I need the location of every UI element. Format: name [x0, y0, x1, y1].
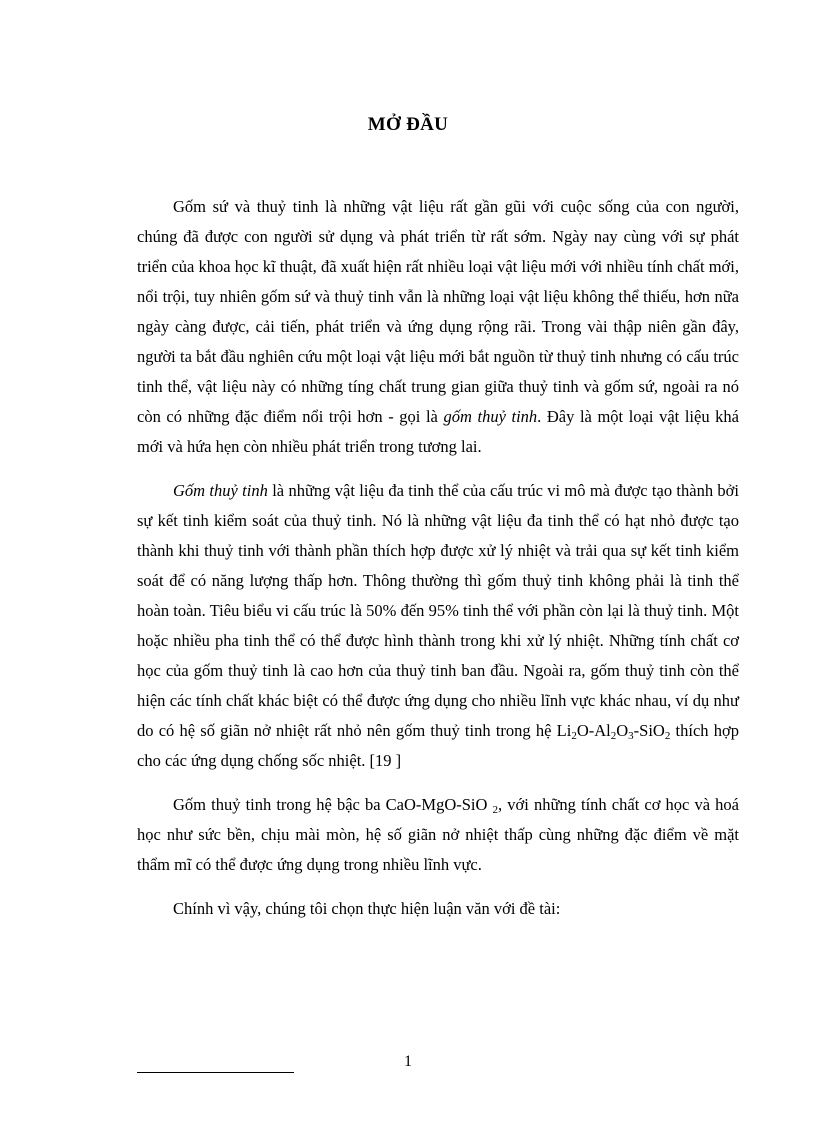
formula-subscript: 2 [492, 804, 499, 816]
paragraph-text: là những vật liệu đa tinh thể của cấu trúc vi mô mà được tạo thành bởi sự kết tinh kiểm soát của thuỷ tinh. Nó là những vật liệu đa tinh thể có hạt nhỏ được tạo thành khi thuỷ tinh với thành phần thích hợp được xử lý nhiệt và trải qua sự kết tinh kiểm soát để có năng lượng thấp hơn. Thông thường thì gốm thuỷ tinh không phải là tinh thể hoàn toàn. Tiêu biểu vi cấu trúc là 50% đến 95% tinh thể với phần còn lại là thuỷ tinh. Một hoặc nhiều pha tinh thể có thể được hình thành trong khi xử lý nhiệt. Những tính chất cơ học của gốm thuỷ tinh là cao hơn của thuỷ tinh ban đầu. Ngoài ra, gốm thuỷ tinh còn thể hiện các tính chất khác biệt có thể được ứng dụng cho nhiều lĩnh vực khác nhau, ví dụ như do có hệ số giãn nở nhiệt rất nhỏ nên gốm thuỷ tinh trong hệ [137, 481, 739, 740]
paragraph-definition [137, 476, 739, 776]
paragraph-conclusion [137, 894, 739, 924]
paragraph-text: thích hợp cho các ứng dụng chống sốc nhiệt. [19 ] [137, 721, 739, 770]
footnote-separator [137, 1072, 294, 1073]
italic-term: gốm thuỷ tinh [443, 407, 538, 426]
paragraph-text: Gốm sứ và thuỷ tinh là những vật liệu rất gần gũi với cuộc sống của con người, chúng đã được con người sử dụng và phát triển từ rất sớm. Ngày nay cùng với sự phát triển của khoa học kĩ thuật, đã xuất hiện rất nhiều loại vật liệu mới với nhiều tính chất mới, nổi trội, tuy nhiên gốm sứ và thuỷ tinh vẫn là những loại vật liệu không thể thiếu, hơn nữa ngày càng được, cải tiến, phát triển và ứng dụng rộng rãi. Trong vài thập niên gần đây, người ta bắt đầu nghiên cứu một loại vật liệu mới bắt nguồn từ thuỷ tinh nhưng có cấu trúc tinh thể, vật liệu này có những tíng chất trung gian giữa thuỷ tinh và gốm sứ, ngoài ra nó còn có những đặc điểm nổi trội hơn - gọi là [137, 197, 739, 426]
document-body [137, 192, 739, 924]
paragraph-text: . Đây là một loại vật liệu khá mới và hứa hẹn còn nhiều phát triển trong tương lai. [137, 407, 739, 456]
paragraph-system [137, 790, 739, 880]
chemical-formula: $Li_2O-Al_2O_3-SiO_2$ [556, 721, 671, 742]
page-title: MỞ ĐẦU [367, 114, 449, 135]
paragraph-text: Chính vì vậy, chúng tôi chọn thực hiện luận văn với đề tài: [173, 899, 561, 918]
paragraph-intro [137, 192, 739, 462]
page-number: 1 [404, 1053, 412, 1070]
paragraph-text: Gốm thuỷ tinh trong hệ bậc ba CaO-MgO-SiO [173, 795, 493, 814]
paragraph-text: , với những tính chất cơ học và hoá học như sức bền, chịu mài mòn, hệ số giãn nở nhiệt thấp cùng những đặc điểm về mặt thẩm mĩ có thể được ứng dụng trong nhiều lĩnh vực. [137, 795, 740, 874]
italic-term: Gốm thuỷ tinh [173, 481, 268, 500]
